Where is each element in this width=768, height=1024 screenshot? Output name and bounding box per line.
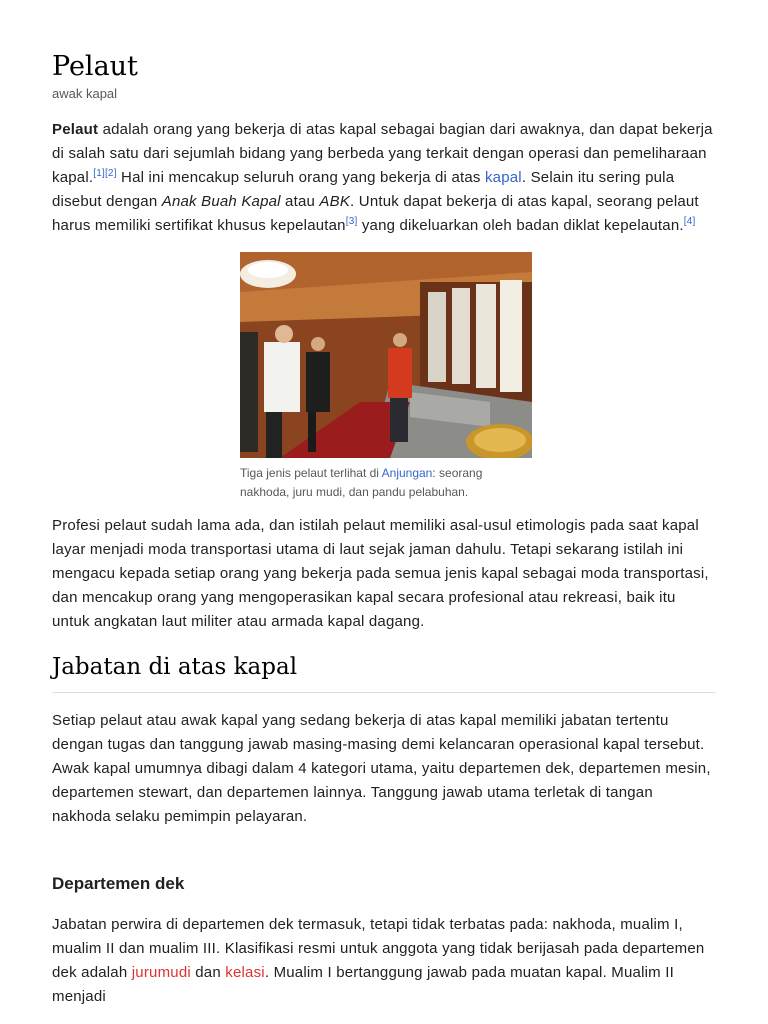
intro-text: atau [280,193,320,210]
figure-caption [240,464,500,502]
reference-4-link[interactable]: [4] [683,216,696,227]
section-heading-jabatan: Jabatan di atas kapal [52,652,716,693]
figure [240,252,532,502]
caption-text: Tiga jenis pelaut terlihat di [240,466,382,480]
jabatan-paragraph: Setiap pelaut atau awak kapal yang sedang bekerja di atas kapal memiliki jabatan tertentu dengan tugas dan tanggung jawab masing-masing demi kelancaran operasional kapal tersebut. Awak kapal umumnya dibagi dalam 4 kategori utama, yaitu departemen dek, departemen mesin, departemen stewart, dan departemen lainnya. Tanggung jawab utama terletak di tangan nakhoda selaku pemimpin pelayaran. [52,712,711,825]
page-title: Pelaut [52,51,138,82]
intro-text: adalah orang yang bekerja di atas kapal sebagai bagian dari awaknya, dan dapat bekerja di salah satu dari sejumlah bidang yang berbeda yang terkait dengan operasi dan pemeliharaan kapal. [52,121,713,186]
reference-1-link[interactable]: [1] [93,168,105,179]
kelasi-link[interactable]: kelasi [225,964,265,981]
intro-text: Hal ini mencakup seluruh orang yang bekerja di atas [116,169,485,186]
history-paragraph: Profesi pelaut sudah lama ada, dan istilah pelaut memiliki asal-usul etimologis pada saat kapal layar menjadi moda transportasi utama di laut sejak jaman dahulu. Tetapi sekarang istilah ini mengacu kepada setiap orang yang bekerja pada semua jenis kapal sebagai moda transportasi, dan mencakup orang yang mengoperasikan kapal secara profesional atau rekreasi, baik itu untuk angkatan laut militer atau armada kapal dagang. [52,517,709,630]
reference-3-link[interactable]: [3] [345,216,358,227]
intro-text: . Untuk dapat bekerja di atas kapal, seorang pelaut harus memiliki sertifikat khusus kepelautan [52,193,699,234]
dek-text: dan [190,964,226,981]
dek-text: Jabatan perwira di departemen dek termasuk, tetapi tidak terbatas pada: nakhoda, mualim I, mualim II dan mualim III. Klasifikasi resmi untuk anggota yang tidak berijasah pada departemen dek adalah [52,916,705,981]
jurumudi-link[interactable]: jurumudi [131,964,191,981]
intro-text: yang dikeluarkan oleh badan diklat kepelautan. [357,217,684,234]
dek-paragraph [52,913,716,1009]
anjungan-link[interactable]: Anjungan [381,466,433,480]
subsection-heading-dek: Departemen dek [52,874,185,893]
article [52,50,716,1023]
dek-text: . Mualim I bertanggung jawab pada muatan kapal. Mualim II menjadi [52,964,674,1005]
intro-bold-term: Pelaut [52,121,99,138]
caption-text: : seorang nakhoda, juru mudi, dan pandu pelabuhan. [240,466,483,499]
italic-term: ABK [319,193,351,210]
intro-text: . Selain itu sering pula disebut dengan [52,169,675,210]
italic-term: Anak Buah Kapal [161,193,281,210]
reference-2-link[interactable]: [2] [104,168,117,179]
ship-bridge-illustration [240,252,532,458]
page-subtitle: awak kapal [52,86,118,101]
kapal-link[interactable]: kapal [484,169,522,186]
ship-bridge-photo[interactable] [240,252,532,458]
intro-paragraph [52,118,716,238]
